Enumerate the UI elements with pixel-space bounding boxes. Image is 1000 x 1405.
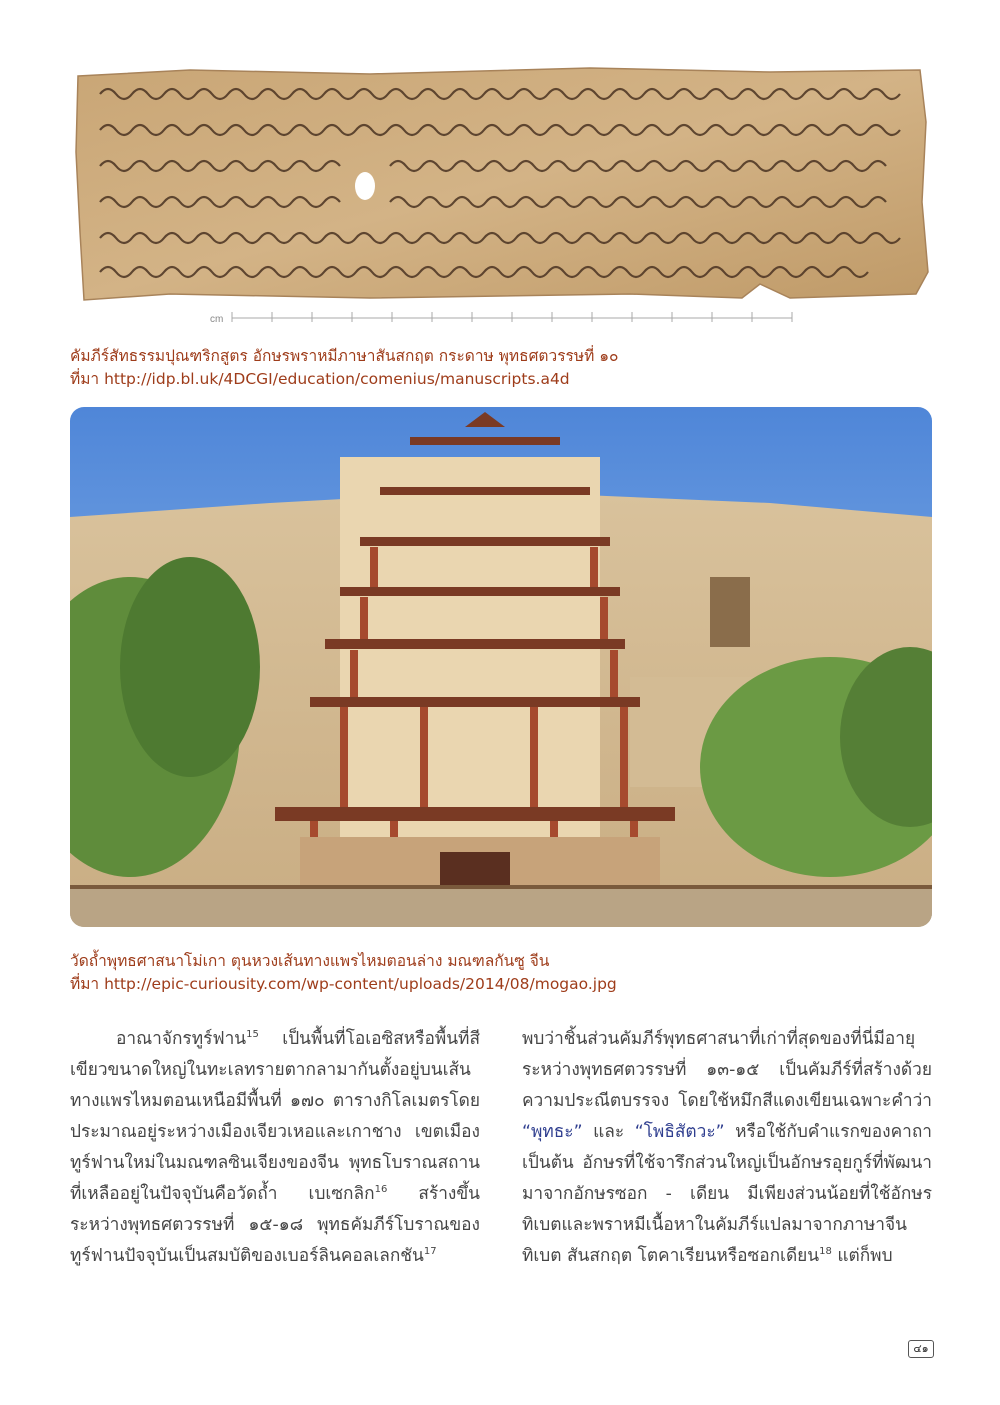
caption-title: วัดถ้ำพุทธศาสนาโม่เกา ตุนหวงเส้นทางแพรไหมตอนล่าง มณฑลกันซู จีน [70,952,550,970]
paragraph: พบว่าชิ้นส่วนคัมภีร์พุทธศาสนาที่เก่าที่สุดของที่นี่มีอายุระหว่างพุทธศตวรรษที่ ๑๓-๑๕ เป็นคัมภีร์ที่สร้างด้วยความประณีตบรรจง โดยใช้หมึกสีแดงเขียนเฉพาะคำว่า “พุทธะ” และ “โพธิสัตวะ” หรือใช้กับคำแรกของคาถาเป็นต้น อักษรที่ใช้จารึกส่วนใหญ่เป็นอักษรอุยกูร์ที่พัฒนามาจากอักษรซอก - เดียน มีเพียงส่วนน้อยที่ใช้อักษรทิเบตและพราหมีเนื้อหาในคัมภีร์แปลมาจากภาษาจีน ทิเบต สันสกฤต โตคาเรียนหรือซอกเดียน$^{18}$ แต่ก็พบ [522,1029,933,1266]
highlight-term: “พุทธะ” [522,1122,583,1142]
mogao-caption [70,950,932,996]
caption-source: ที่มา http://epic-curiousity.com/wp-content/uploads/2014/08/mogao.jpg [70,975,617,993]
footnote-ref[interactable]: 18 [819,1246,832,1258]
manuscript-caption [70,345,932,391]
footnote-ref[interactable]: 15 [246,1029,259,1041]
body-column-right [522,1024,932,1272]
scale-ruler [232,312,792,322]
paragraph: อาณาจักรทูร์ฟาน$^{15}$ เป็นพื้นที่โอเอซิสหรือพื้นที่สีเขียวขนาดใหญ่ในทะเลทรายตากลามากันตั้งอยู่บนเส้นทางแพรไหมตอนเหนือมีพื้นที่ ๑๗๐ ตารางกิโลเมตรโดยประมาณอยู่ระหว่างเมืองเจียวเหอและเกาชาง เขตเมืองทูร์ฟานใหม่ในมณฑลซินเจียงของจีน พุทธโบราณสถานที่เหลืออยู่ในปัจจุบันคือวัดถ้ำ เบเซกลิก$^{16}$ สร้างขึ้นระหว่างพุทธศตวรรษที่ ๑๕-๑๘ พุทธคัมภีร์โบราณของทูร์ฟานปัจจุบันเป็นสมบัติของเบอร์ลินคอลเลกชัน$^{17}$ [70,1029,480,1266]
footnote-ref[interactable]: 17 [423,1246,437,1258]
temple-illustration [70,407,932,927]
page-number: ๔๑ [908,1340,934,1358]
highlight-term: “โพธิสัตวะ” [634,1122,725,1142]
footnote-ref[interactable]: 16 [374,1184,388,1196]
scale-label: cm [210,314,224,325]
mogao-caves-photo [70,407,932,927]
manuscript-illustration [70,62,932,330]
caption-title: คัมภีร์สัทธรรมปุณฑริกสูตร อักษรพราหมีภาษาสันสกฤต กระดาษ พุทธศตวรรษที่ ๑๐ [70,347,619,365]
body-column-left [70,1024,480,1272]
manuscript-image [70,62,932,330]
caption-source: ที่มา http://idp.bl.uk/4DCGI/education/comenius/manuscripts.a4d [70,370,570,388]
